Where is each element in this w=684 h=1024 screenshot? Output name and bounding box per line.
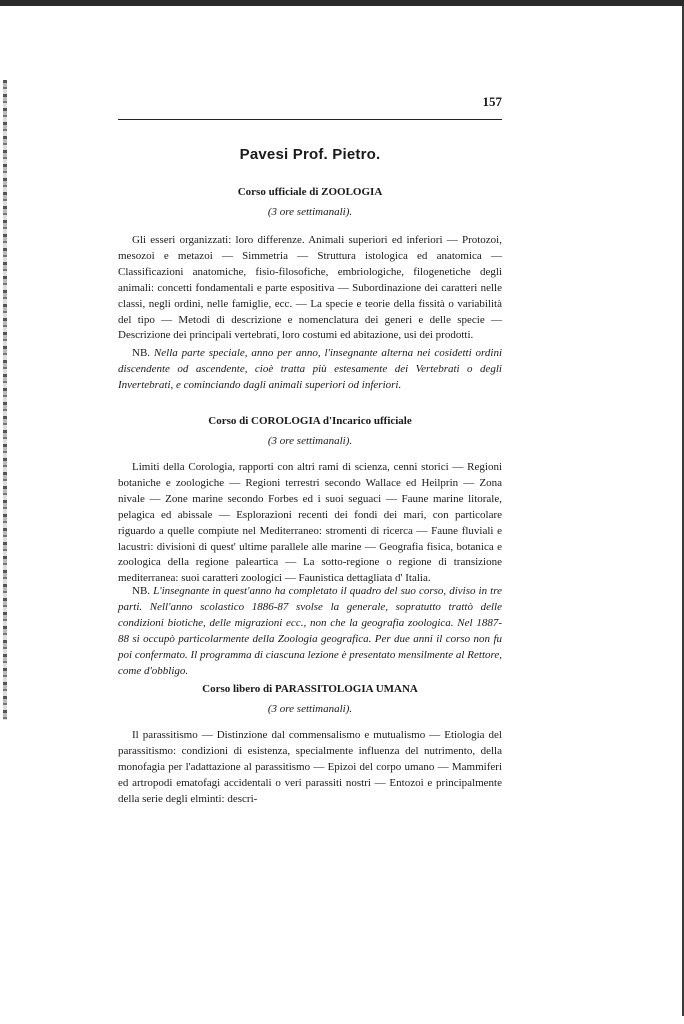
scan-left-edge	[3, 80, 7, 720]
section-heading-zoologia: Corso ufficiale di ZOOLOGIA	[237, 186, 383, 198]
section-heading-parassitologia: Corso libero di PARASSITOLOGIA UMANA	[202, 683, 418, 695]
section-body-zoologia: Gli esseri organizzati: loro differenze. Animali superiori ed inferiori — Protozoi, mesozoi e metazoi — Simmetria — Struttura istologica ed anatomica — Classificazioni anatomiche, fisio-filosofiche, embriologiche, filogenetiche degli animali: concetti fondamentali e parte espositiva — Subordinazione dei caratteri nelle classi, negli ordini, nelle famiglie, ecc. — La specie e teorie della fissità o variabilità del tipo — Metodi di descrizione e nomenclatura dei generi e delle specie — Descrizione dei principali vertebrati, loro costumi ed abitazione, usi dei prodotti.	[118, 234, 502, 342]
section-note-zoologia	[118, 346, 502, 396]
section-hours-parassitologia: (3 ore settimanali).	[267, 703, 353, 715]
header-rule	[118, 119, 502, 120]
page-number: 157	[482, 94, 502, 109]
note-text: Nella parte speciale, anno per anno, l'insegnante alterna nei cosidetti ordini discendente od ascendente, cioè tratta più estesamente dei Vertebrati o degli Invertebrati, e cominciando dagli animali superiori od inferiori.	[118, 347, 503, 391]
section-body-corologia: Limiti della Corologia, rapporti con altri rami di scienza, cenni storici — Regioni botaniche e zoologiche — Regioni terrestri secondo Wallace ed Heilprin — Zona nivale — Zone marine secondo Forbes ed i suoi seguaci — Faune marine litorale, pelagica ed abissale — Esplorazioni recenti dei fondi dei mari, con particolare riguardo a quelle compiute nel Mediterraneo: stromenti di ricerca — Faune fluviali e lacustri: divisioni di quest' ultime parallele alle marine — Geografia fisica, botanica e zoologica della regione paleartica — La sotto-regione o regione di transizione mediterranea: suoi caratteri zoologici — Faunistica dettagliata d' Italia.	[118, 461, 502, 585]
page-title: Pavesi Prof. Pietro.	[239, 146, 381, 163]
note-text: L'insegnante in quest'anno ha completato il quadro del suo corso, diviso in tre parti. Nell'anno scolastico 1886-87 svolse la generale, sopratutto trattò delle condizioni biotiche, delle migrazioni ecc., non che la geografia zoologica. Nel 1887-88 si occupò particolarmente della Zoologia geografica. Per due anni il corso non fu poi confermato. Il programma di ciascuna lezione è presentato mensilmente al Rettore, come d'obbligo.	[118, 585, 502, 677]
section-heading-corologia: Corso di COROLOGIA d'Incarico ufficiale	[208, 415, 412, 427]
document-page	[118, 0, 502, 1024]
note-label: NB.	[132, 585, 151, 597]
section-note-corologia	[118, 584, 502, 677]
section-hours-zoologia: (3 ore settimanali).	[267, 206, 353, 218]
section-body-parassitologia: Il parassitismo — Distinzione dal commensalismo e mutualismo — Etiologia del parassitismo: condizioni di esistenza, specialmente influenza del nutrimento, della monofagia per l'adattazione al parassitismo — Epizoi del corpo umano — Mammiferi ed artropodi ematofagi accidentali o veri parassiti nostri — Entozoi e principalmente della serie degli elminti: descri-	[118, 729, 502, 805]
section-hours-corologia: (3 ore settimanali).	[267, 435, 353, 447]
note-label: NB.	[132, 347, 151, 359]
